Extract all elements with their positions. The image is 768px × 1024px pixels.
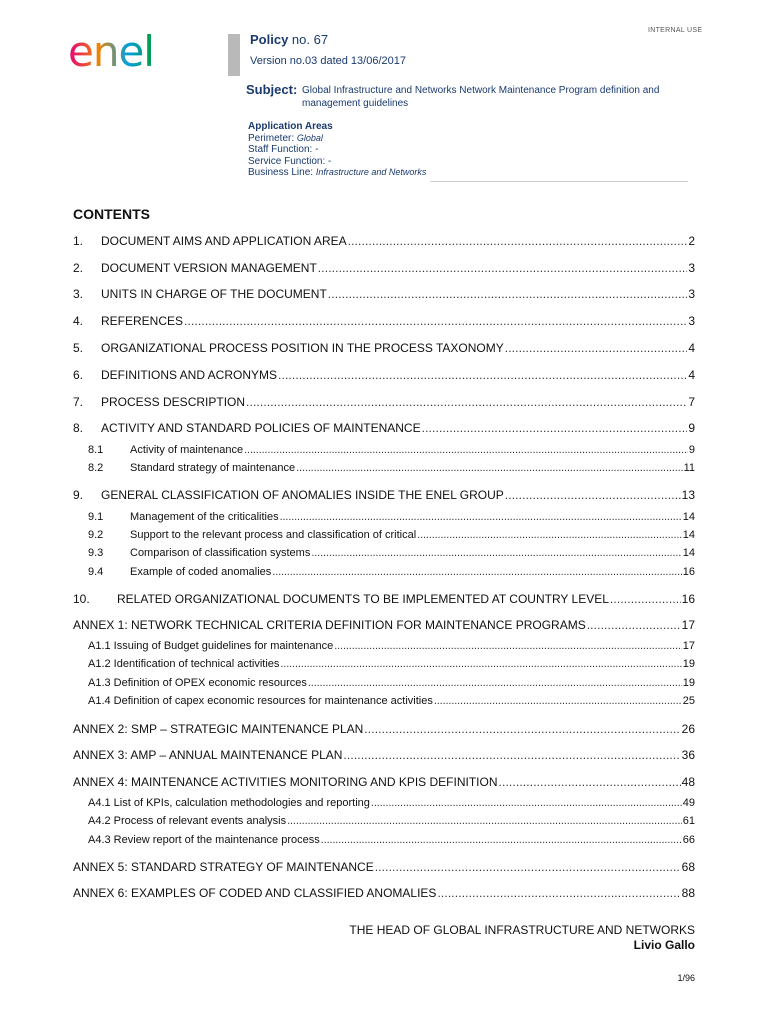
toc-entry[interactable]: 3. UNITS IN CHARGE OF THE DOCUMENT . . . 3 xyxy=(73,287,695,301)
subject-label: Subject: xyxy=(246,82,298,97)
toc-annex-subentry[interactable]: A1.2 Identification of technical activities . . . 19 xyxy=(88,658,695,670)
toc-annex[interactable]: ANNEX 3: AMP – ANNUAL MAINTENANCE PLAN . . . 36 xyxy=(73,748,695,762)
toc-annex-subentry[interactable]: A4.3 Review report of the maintenance process . . . 66 xyxy=(88,834,695,846)
subject-text: Global Infrastructure and Networks Network Maintenance Program definition and management guidelines xyxy=(302,85,660,109)
toc-entry[interactable]: 9. GENERAL CLASSIFICATION OF ANOMALIES INSIDE THE ENEL GROUP . . . 13 xyxy=(73,488,695,502)
business-line-row: Business Line: Infrastructure and Networks xyxy=(248,167,427,178)
page-number: 1/96 xyxy=(677,973,695,983)
application-areas-title: Application Areas xyxy=(248,121,333,132)
toc-entry[interactable]: 2. DOCUMENT VERSION MANAGEMENT . . . 3 xyxy=(73,261,695,275)
staff-function-row: Staff Function: - xyxy=(248,144,319,155)
toc-subentry[interactable]: 8.2 Standard strategy of maintenance . . . 11 xyxy=(88,462,695,474)
toc-entry[interactable]: 8. ACTIVITY AND STANDARD POLICIES OF MAINTENANCE . . . 9 xyxy=(73,421,695,435)
toc-annex-subentry[interactable]: A1.4 Definition of capex economic resources for maintenance activities . . . 25 xyxy=(88,695,695,707)
toc-annex[interactable]: ANNEX 6: EXAMPLES OF CODED AND CLASSIFIED ANOMALIES . . . 88 xyxy=(73,886,695,900)
toc-subentry[interactable]: 9.1 Management of the criticalities . . . 14 xyxy=(88,511,695,523)
toc-entry[interactable]: 7. PROCESS DESCRIPTION . . . 7 xyxy=(73,395,695,409)
toc-entry[interactable]: 10. RELATED ORGANIZATIONAL DOCUMENTS TO BE IMPLEMENTED AT COUNTRY LEVEL . . . 16 xyxy=(73,592,695,606)
application-areas xyxy=(248,121,426,179)
toc-subentry[interactable]: 9.3 Comparison of classification systems . . . 14 xyxy=(88,547,695,559)
toc-subentry[interactable]: 8.1 Activity of maintenance . . . 9 xyxy=(88,444,695,456)
header-accent-bar xyxy=(228,34,240,76)
toc-entry[interactable]: 1. DOCUMENT AIMS AND APPLICATION AREA . . . 2 xyxy=(73,234,695,248)
toc-entry[interactable]: 5. ORGANIZATIONAL PROCESS POSITION IN THE PROCESS TAXONOMY . . . 4 xyxy=(73,341,695,355)
toc-annex-subentry[interactable]: A1.1 Issuing of Budget guidelines for maintenance . . . 17 xyxy=(88,640,695,652)
toc-entry[interactable]: 6. DEFINITIONS AND ACRONYMS . . . 4 xyxy=(73,368,695,382)
perimeter-row: Perimeter: Global xyxy=(248,132,323,144)
toc-annex-subentry[interactable]: A4.1 List of KPIs, calculation methodologies and reporting . . . 49 xyxy=(88,797,695,809)
svg-text:enel: enel xyxy=(68,28,154,72)
service-function-row: Service Function: - xyxy=(248,155,332,167)
version-line: Version no.03 dated 13/06/2017 xyxy=(250,55,406,67)
toc-annex[interactable]: ANNEX 4: MAINTENANCE ACTIVITIES MONITORING AND KPIS DEFINITION . . . 48 xyxy=(73,775,695,789)
signature-name: Livio Gallo xyxy=(633,938,695,952)
toc-subentry[interactable]: 9.4 Example of coded anomalies . . . 16 xyxy=(88,566,695,578)
toc-annex[interactable]: ANNEX 1: NETWORK TECHNICAL CRITERIA DEFINITION FOR MAINTENANCE PROGRAMS . . . 17 xyxy=(73,618,695,632)
toc-annex-subentry[interactable]: A4.2 Process of relevant events analysis . . . 61 xyxy=(88,815,695,827)
toc-annex-subentry[interactable]: A1.3 Definition of OPEX economic resources . . . 19 xyxy=(88,677,695,689)
toc-entry[interactable]: 4. REFERENCES . . . 3 xyxy=(73,314,695,328)
internal-use-label: INTERNAL USE xyxy=(648,27,703,34)
toc-subentry[interactable]: 9.2 Support to the relevant process and classification of critical . . . 14 xyxy=(88,529,695,541)
contents-title: CONTENTS xyxy=(73,206,150,222)
header-divider xyxy=(430,181,688,182)
toc-annex[interactable]: ANNEX 2: SMP – STRATEGIC MAINTENANCE PLAN . . . 26 xyxy=(73,722,695,736)
signature-title: THE HEAD OF GLOBAL INFRASTRUCTURE AND NETWORKS xyxy=(349,923,695,937)
enel-logo xyxy=(68,28,184,72)
toc-annex[interactable]: ANNEX 5: STANDARD STRATEGY OF MAINTENANCE . . . 68 xyxy=(73,860,695,874)
policy-number: Policy no. 67 xyxy=(250,32,329,47)
